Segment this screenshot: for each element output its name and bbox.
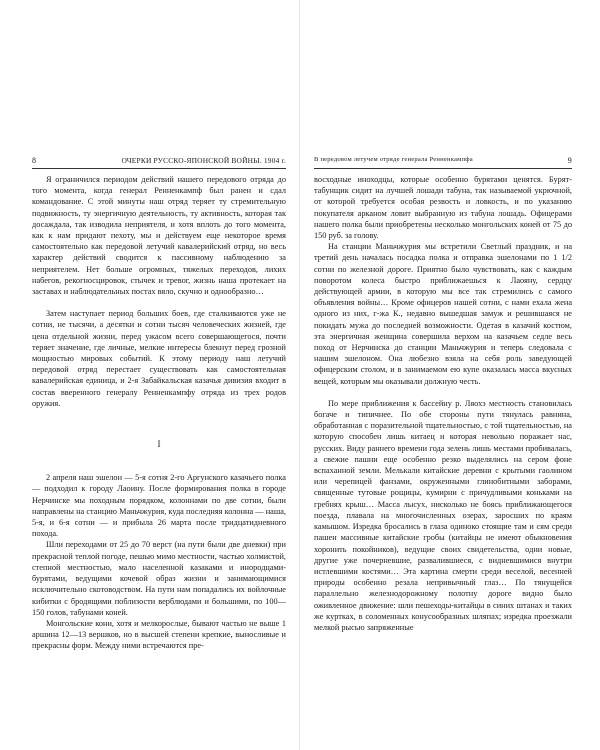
paragraph: Затем наступает период больших боев, где сталкиваются уже не сотни, не тысячи, а десятки и сотни тысяч человеческих жизней, где цена отдельной жизни, перед ужасом всего совершающегося, почти теряет значение, где личные, мелкие интересы блекнут перед грозной мощностью мировых событий. К этому периоду наш летучий передовой отряд перестает существовать как самостоятельная кавалерийская единица, и 2-я Забайкальская казачья дивизия входит в состав вверенного генералу Ренненкампфу отряда из трех родов оружия. — [32, 309, 286, 408]
left-page-number: 8 — [32, 156, 37, 165]
paragraph: восходные иноходцы, которые особенно бурятами ценятся. Бурят-табунщик сидит на лучшей лошади табуна, так называемой укрючной, от которой требуется особая резвость и ловкость, и по указанию покупателя арканом ловит выбранную из табуна лошадь. Офицерами нашего полка были приобретены несколько монгольских коней от 75 до 150 руб. за голову. — [314, 175, 572, 241]
paragraph: Я ограничился периодом действий нашего передового отряда до того момента, когда генерал Ренненкампф был ранен и сдал командование. С этой минуты наш отряд теряет ту стремительную подвижность, ту энергичную деятельность, ту активность, которая так досаждала, так изводила неприятеля, и хотя вплоть до того момента, как к нам придают пехоту, мы и действуем еще некоторое время самостоятельно как передовой летучий кавалерийский отряд, но весь характер действий сводится к пассивному наблюдению за неприятелем. Нет больше огромных, тяжелых переходов, лихих набегов, рекогносцировок, стычек и тревог, жизнь наша протекает на заставах и наблюдательных постах вяло, скучно и однообразно… — [32, 175, 286, 297]
chapter-heading: I — [157, 439, 161, 450]
right-page-number: 9 — [567, 156, 572, 165]
left-running-head: ОЧЕРКИ РУССКО-ЯПОНСКОЙ ВОЙНЫ. 1904 г. — [121, 156, 286, 165]
left-page-header — [32, 154, 286, 169]
right-page-header — [314, 154, 572, 169]
paragraph: По мере приближения к бассейну р. Ляохэ местность становилась богаче и типичнее. По обе стороны пути тянулась равнина, обработанная с поразительной тщательностью, с той тщательностью, на которую способен лишь китаец и которая невольно поражает нас, русских. Виду раннего времени года зелень лишь местами пробивалась, а свежие пашни еще особенно резко выделялись на сером фоне вспаханной земли. Мелькали китайские деревни с крытыми гаолином или черепицей фанзами, окруженными глинобитными заборами, священные тутовые рощицы, кумирни с причудливыми коньками на гребнях крыш… Масса лысух, нисколько не боясь приближающегося поезда, плавала на многочисленных озерах, заросших по краям камышом. Изредка бросались в глаза одиноко стоящие там и сям среди пашен массивные китайские гробы (китайцы не имеют обыкновения хоронить покойников), ведущие своих свидетельства, одни новые, другие уже почерневшие, развалившиеся, с видневшимися внутри истлевшими костями… Эта картина смерти среди веселой, весенней природы особенно резала непривычный глаз… По тянущейся параллельно железнодорожному полотну дороге видно было оживленное движение: шли пешеходы-китайцы в синих штанах и таких же куртках, в соломенных конусообразных шляпах; изредка проезжали мелкой рысью запряженные — [314, 398, 572, 632]
paragraph: 2 апреля наш эшелон — 5-я сотня 2-го Аргунского казачьего полка — подходил к городу Лаоину. После формирования полка в городе Нерчинске мы походным порядком, колоннами по две сотни, были направлены на станцию Маньчжурия, куда последняя колонна — наша, 5-я, и 6-я сотни — и прибыла 26 марта после тридцатидневного похода. — [32, 473, 286, 539]
right-page-body — [314, 174, 572, 633]
paragraph: Монгольские кони, хотя и мелкорослые, бывают частью не выше 1 аршина 12—13 вершков, но в высшей степени крепкие, выносливые и прекрасны форм. Между ними встречаются пре- — [32, 618, 286, 651]
right-running-head: В передовом летучем отряде генерала Ренненкампфа — [314, 156, 473, 163]
right-page — [300, 0, 600, 750]
left-page-body — [32, 174, 286, 652]
paragraph: Шли переходами от 25 до 70 верст (на пути были две дневки) при прекрасной теплой погоде, пешью мимо местности, частью холмистой, степной местностью, мало населенной казаками и инородцами-бурятами, ведущими кочевой образ жизни и занимающимися исключительно скотоводством. На пути нам попадались их войлочные кибитки с бродящими поблизости верблюдами и большими, по 100—150 голов, табунами коней. — [32, 540, 286, 617]
paragraph: На станции Маньчжурия мы встретили Светлый праздник, и на третий день началась посадка полка и отправка эшелонами по 1 1/2 сотни по железной дороге. Приятно было чувствовать, как с каждым поворотом колеса быстро приближаешься к Лаояну, сердцу действующей армии, в которую мы все так стремились с самого объявления войны… Кроме офицеров нашей сотни, с нами ехала жена одного из них, г-жа К., недавно вышедшая замуж и решившаяся не покидать мужа до последней возможности. Одетая в казачий костюм, эта энергичная женщина совершила верхом на казачьем седле весь поход от Нерчинска до станции Маньчжурия и теперь следовала с нашим эшелоном. Она любезно взяла на себя роль заведующей офицерским столом, и в занимаемом ею купе оказалась масса вкусных вещей, которым мы оказывали должную честь. — [314, 242, 572, 386]
